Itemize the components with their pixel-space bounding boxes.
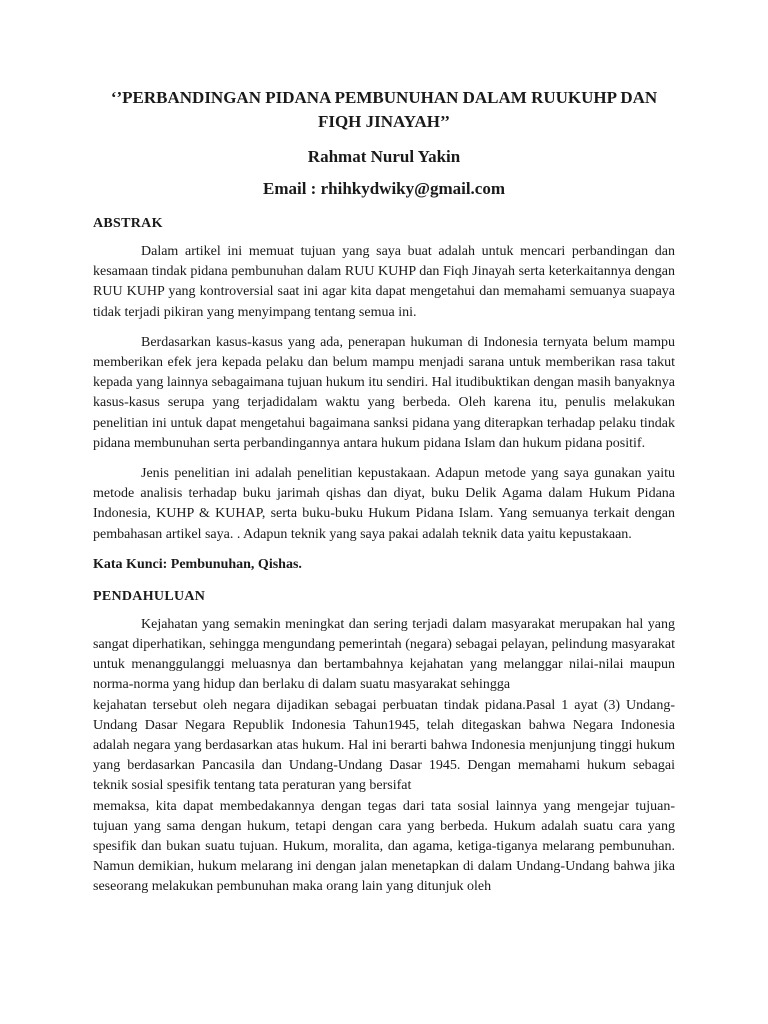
- intro-paragraph: memaksa, kita dapat membedakannya dengan tegas dari tata sosial lainnya yang mengejar tujuan-tujuan yang sama dengan hukum, tetapi dengan cara yang berbeda. Hukum adalah suatu cara yang spesifik dan bukan suatu tujuan. Hukum, moralita, dan agama, ketiga-tiganya melarang pembunuhan. Namun demikian, hukum melarang ini dengan jalan menetapkan di dalam Undang-Undang bahwa jika seseorang melakukan pembunuhan maka orang lain yang ditunjuk oleh: [93, 798, 675, 895]
- abstract-paragraph: Dalam artikel ini memuat tujuan yang saya buat adalah untuk mencari perbandingan dan kesamaan tindak pidana pembunuhan dalam RUU KUHP dan Fiqh Jinayah serta keterkaitannya dengan RUU KUHP yang kontroversial saat ini agar kita dapat mengetahui dan memahami semuanya suapaya tidak terjadi pikiran yang menyimpang tentang semua ini.: [93, 244, 675, 320]
- intro-paragraph: Kejahatan yang semakin meningkat dan sering terjadi dalam masyarakat merupakan hal yang sangat diperhatikan, sehingga mengundang pemerintah (negara) sebagai pelayan, pelindung masyarakat untuk menanggulanggi meluasnya dan bertambahnya kejahatan yang melanggar nilai-nilai maupun norma-norma yang hidup dan berlaku di dalam suatu masyarakat sehingga: [93, 616, 675, 693]
- keywords: Kata Kunci: Pembunuhan, Qishas.: [93, 556, 302, 572]
- abstract-heading: ABSTRAK: [93, 216, 163, 231]
- intro-heading: PENDAHULUAN: [93, 588, 206, 604]
- document-title: ‘’PERBANDINGAN PIDANA PEMBUNUHAN DALAM RUUKUHP DAN FIQH JINAYAH’’: [110, 88, 658, 131]
- intro-paragraph: kejahatan tersebut oleh negara dijadikan sebagai perbuatan tindak pidana.Pasal 1 ayat (3) Undang-Undang Dasar Negara Republik Indonesia Tahun1945, telah ditegaskan bahwa Negara Indonesia adalah negara yang berdasarkan atas hukum. Hal ini berarti bahwa Indonesia menjunjung tinggi hukum yang berdasarkan Pancasila dan Undang-Undang Dasar 1945. Dengan memahami hukum sebagai teknik sosial spesifik tentang tata peraturan yang bersifat: [93, 697, 675, 794]
- abstract-paragraph: Berdasarkan kasus-kasus yang ada, penerapan hukuman di Indonesia ternyata belum mampu memberikan efek jera kepada pelaku dan belum mampu menjadi sarana untuk memberikan rasa takut kepada yang lainnya sebagaimana tujuan hukum itu sendiri. Hal itudibuktikan dengan masih banyaknya kasus-kasus serupa yang terjadidalam waktu yang berbeda. Oleh karena itu, penulis melakukan penelitian ini untuk dapat mengetahui bagaimana sanksi pidana yang diterapkan terhadap pelaku tindak pidana membunuhan serta perbandingannya antara hukum pidana Islam dan hukum pidana positif.: [93, 334, 676, 451]
- abstract-paragraph: Jenis penelitian ini adalah penelitian kepustakaan. Adapun metode yang saya gunakan yaitu metode analisis terhadap buku jarimah qishas dan diyat, buku Delik Agama dalam Hukum Pidana Indonesia, KUHP & KUHAP, serta buku-buku Hukum Pidana Islam. Yang semuanya terkait dengan pembahasan artikel saya. . Adapun teknik yang saya pakai adalah teknik data yaitu kepustakaan.: [93, 466, 675, 542]
- author-email: Email : rhihkydwiky@gmail.com: [262, 179, 506, 198]
- author-name: Rahmat Nurul Yakin: [307, 147, 461, 166]
